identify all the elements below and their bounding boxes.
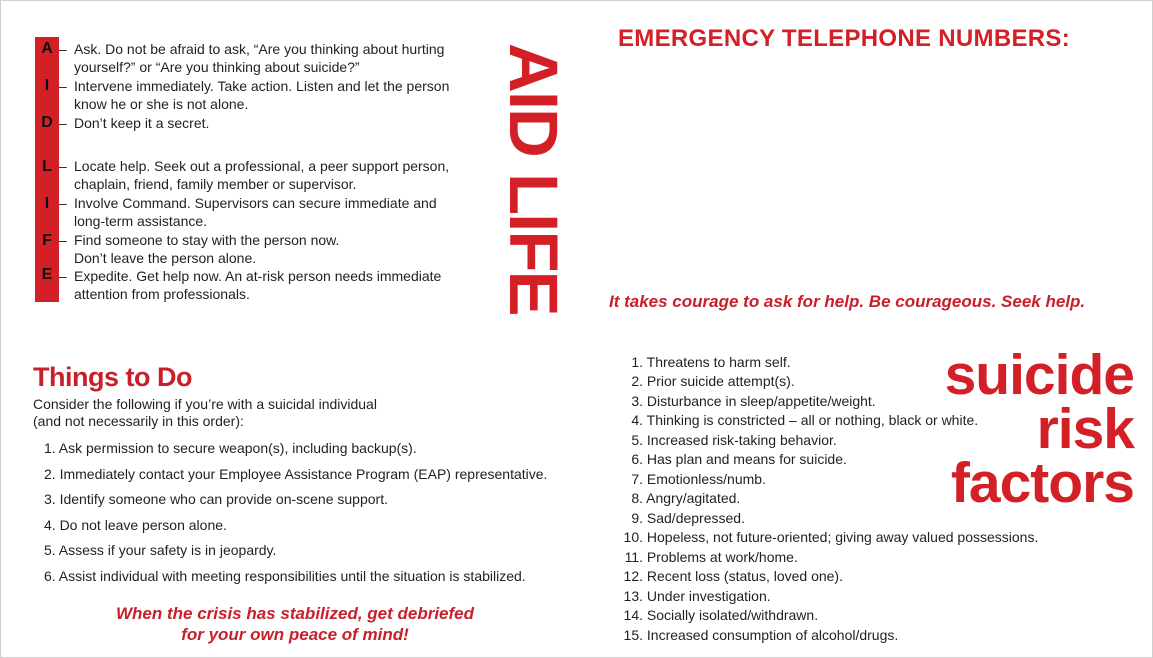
acronym-letter-l: L (42, 158, 52, 175)
suicide-risk-factors-title: suicide risk factors (944, 343, 1134, 515)
acronym-letter-f: F (42, 232, 52, 249)
risk-factor-item: 6. Has plan and means for suicide. (631, 451, 847, 467)
risk-factor-item: 11. Problems at work/home. (624, 549, 798, 565)
acronym-letter-i2: I (44, 195, 50, 212)
acronym-letter-i: I (44, 77, 50, 94)
things-to-do-item: 2. Immediately contact your Employee Assistance Program (EAP) representative. (44, 466, 548, 482)
things-to-do-title: Things to Do (33, 362, 192, 392)
things-to-do-item: 3. Identify someone who can provide on-scene support. (44, 491, 388, 507)
risk-factor-item: 5. Increased risk-taking behavior. (631, 432, 837, 448)
things-to-do-item: 6. Assist individual with meeting responsibilities until the situation is stabilized. (44, 568, 526, 584)
things-to-do-item: 4. Do not leave person alone. (44, 517, 227, 533)
acronym-item-find: – Find someone to stay with the person now. Don’t leave the person alone. (59, 232, 340, 266)
risk-factor-item: 7. Emotionless/numb. (631, 471, 766, 487)
risk-factor-item: 12. Recent loss (status, loved one). (623, 568, 843, 584)
acronym-bar (35, 37, 59, 302)
acronym-item-locate: – Locate help. Seek out a professional, a peer support person, chaplain, friend, family member or supervisor. (59, 158, 450, 192)
risk-factor-item: 4. Thinking is constricted – all or nothing, black or white. (631, 412, 979, 428)
risk-factor-item: 15. Increased consumption of alcohol/drugs. (623, 627, 899, 643)
risk-factor-item: 3. Disturbance in sleep/appetite/weight. (631, 393, 876, 409)
acronym-letter-d: D (41, 114, 53, 131)
acronym-letter-a: A (41, 40, 53, 57)
acronym-item-dont-keep-secret: – Don’t keep it a secret. (59, 115, 210, 131)
risk-factor-item: 9. Sad/depressed. (631, 510, 745, 526)
acronym-item-intervene: – Intervene immediately. Take action. Listen and let the person know he or she is not alone. (59, 78, 450, 112)
things-to-do-intro: Consider the following if you’re with a suicidal individual (and not necessarily in this order): (33, 396, 377, 429)
risk-factor-item: 10. Hopeless, not future-oriented; giving away valued possessions. (623, 529, 1039, 545)
acronym-item-involve: – Involve Command. Supervisors can secure immediate and long-term assistance. (59, 195, 437, 229)
courage-message: It takes courage to ask for help. Be courageous. Seek help. (609, 292, 1086, 311)
things-to-do-item: 1. Ask permission to secure weapon(s), including backup(s). (44, 440, 417, 456)
debrief-message: When the crisis has stabilized, get debriefed for your own peace of mind! (115, 604, 475, 644)
acronym-item-ask: – Ask. Do not be afraid to ask, “Are you thinking about hurting yourself?” or “Are you thinking about suicide?” (59, 41, 445, 75)
risk-factor-item: 2. Prior suicide attempt(s). (631, 373, 795, 389)
risk-factor-item: 13. Under investigation. (623, 588, 771, 604)
acronym-item-expedite: – Expedite. Get help now. An at-risk person needs immediate attention from professionals. (59, 268, 442, 302)
aid-life-title: AID LIFE (495, 43, 572, 315)
things-to-do-item: 5. Assess if your safety is in jeopardy. (44, 542, 277, 558)
risk-factor-item: 1. Threatens to harm self. (631, 354, 791, 370)
acronym-letter-e: E (41, 266, 53, 283)
emergency-numbers-title: EMERGENCY TELEPHONE NUMBERS: (618, 25, 1071, 52)
risk-factor-item: 8. Angry/agitated. (631, 490, 741, 506)
risk-factor-item: 14. Socially isolated/withdrawn. (623, 607, 819, 623)
